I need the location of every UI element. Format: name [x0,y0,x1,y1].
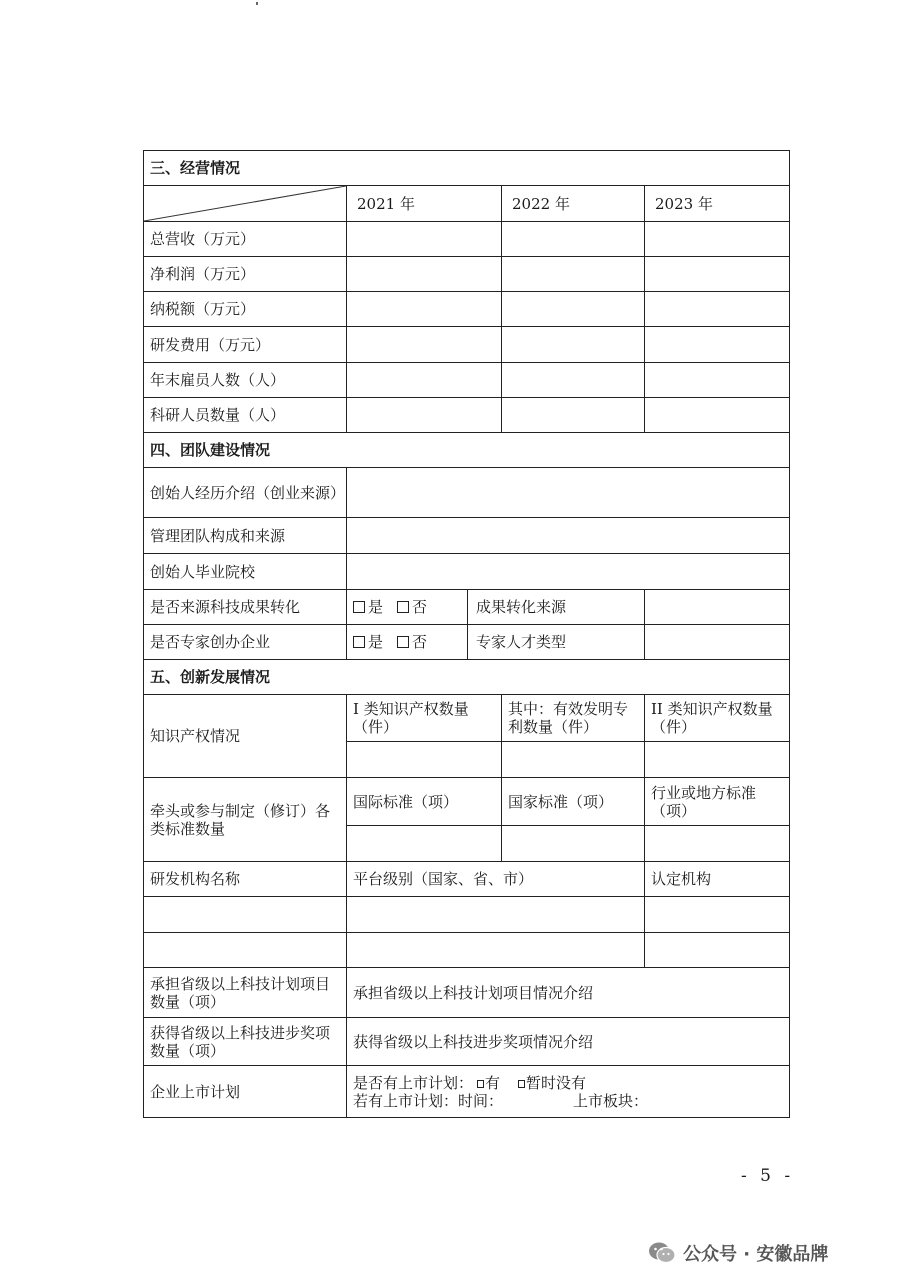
cell-rd-expense-2023[interactable] [645,327,790,363]
option-no-label: 否 [412,598,428,616]
cell-rd-expense-2022[interactable] [502,327,645,363]
option-yes-label: 是 [368,633,384,651]
checkbox-no[interactable] [397,636,409,648]
col-header-industry-standard: 行业或地方标准（项） [645,778,790,826]
expert-options [347,625,468,660]
section-title-team: 四、团队建设情况 [144,433,790,468]
diagonal-line [144,186,346,221]
cell-researchers-2023[interactable] [645,398,790,433]
field-cert-body[interactable] [645,897,790,933]
col-header-invention-patents: 其中：有效发明专利数量（件） [502,695,645,742]
section-title-operations: 三、经营情况 [144,151,790,186]
row-label-employees: 年末雇员人数（人） [144,363,347,398]
cell-researchers-2021[interactable] [347,398,502,433]
ipo-no-label: 暂时没有 [526,1073,587,1092]
field-founder-resume[interactable] [347,468,790,518]
ipo-plan-field [347,1066,790,1118]
option-yes-label: 是 [368,598,384,616]
cell-employees-2022[interactable] [502,363,645,398]
cell-net-profit-2022[interactable] [502,257,645,292]
label-expert-founded: 是否专家创办企业 [144,625,347,660]
col-header-ip-class2: II 类知识产权数量（件） [645,695,790,742]
label-standards: 牵头或参与制定（修订）各类标准数量 [144,778,347,862]
label-expert-type: 专家人才类型 [468,625,645,660]
ipo-yes-label: 有 [485,1073,501,1092]
col-header-ip-class1: I 类知识产权数量（件） [347,695,502,742]
field-expert-type[interactable] [645,625,790,660]
col-header-platform-level: 平台级别（国家、省、市） [347,862,645,897]
field-rd-name[interactable] [144,897,347,933]
ipo-question: 是否有上市计划： [353,1073,474,1092]
field-platform-level[interactable] [347,897,645,933]
cell-net-profit-2021[interactable] [347,257,502,292]
cell-revenue-2021[interactable] [347,222,502,257]
label-ip: 知识产权情况 [144,695,347,778]
label-project-intro: 承担省级以上科技计划项目情况介绍 [347,968,790,1018]
checkbox-yes[interactable] [353,636,365,648]
cell-tax-2023[interactable] [645,292,790,327]
field-founder-school[interactable] [347,554,790,590]
checkbox-no[interactable] [397,601,409,613]
field-platform-level[interactable] [347,933,645,968]
row-label-researchers: 科研人员数量（人） [144,398,347,433]
label-ipo-plan: 企业上市计划 [144,1066,347,1118]
ipo-board-label: 上市板块： [573,1091,649,1110]
label-project-count: 承担省级以上科技计划项目数量（项） [144,968,347,1018]
label-award-count: 获得省级以上科技进步奖项数量（项） [144,1018,347,1066]
tech-transfer-options [347,590,468,625]
label-award-intro: 获得省级以上科技进步奖项情况介绍 [347,1018,790,1066]
watermark [647,1238,828,1268]
label-transfer-source: 成果转化来源 [468,590,645,625]
label-founder-school: 创始人毕业院校 [144,554,347,590]
wechat-icon [647,1240,677,1266]
cell-revenue-2023[interactable] [645,222,790,257]
watermark-text: 公众号 · 安徽品牌 [683,1244,829,1265]
section-title-innovation: 五、创新发展情况 [144,660,790,695]
scan-dot [256,2,258,5]
checkbox-yes[interactable] [353,601,365,613]
cell-revenue-2022[interactable] [502,222,645,257]
col-header-cert-body: 认定机构 [645,862,790,897]
diagonal-header-cell [144,186,347,222]
col-header-intl-standard: 国际标准（项） [347,778,502,826]
checkbox-ipo-no[interactable] [518,1080,525,1088]
field-management-team[interactable] [347,518,790,554]
cell-tax-2022[interactable] [502,292,645,327]
year-header-2021: 2021 年 [347,186,502,222]
label-founder-resume: 创始人经历介绍（创业来源） [144,468,347,518]
cell-rd-expense-2021[interactable] [347,327,502,363]
row-label-net-profit: 净利润（万元） [144,257,347,292]
field-cert-body[interactable] [645,933,790,968]
cell-employees-2023[interactable] [645,363,790,398]
label-management-team: 管理团队构成和来源 [144,518,347,554]
cell-researchers-2022[interactable] [502,398,645,433]
page-number: - 5 - [741,1166,795,1186]
row-label-revenue: 总营收（万元） [144,222,347,257]
field-national-standard[interactable] [502,826,645,862]
field-rd-name[interactable] [144,933,347,968]
ipo-time-label: 若有上市计划：时间： [353,1091,504,1110]
checkbox-ipo-yes[interactable] [477,1080,484,1088]
field-invention-patents[interactable] [502,742,645,778]
field-industry-standard[interactable] [645,826,790,862]
field-intl-standard[interactable] [347,826,502,862]
row-label-tax: 纳税额（万元） [144,292,347,327]
col-header-national-standard: 国家标准（项） [502,778,645,826]
cell-employees-2021[interactable] [347,363,502,398]
year-header-2022: 2022 年 [502,186,645,222]
year-header-2023: 2023 年 [645,186,790,222]
cell-tax-2021[interactable] [347,292,502,327]
application-form-table [143,150,790,1118]
col-header-rd-name: 研发机构名称 [144,862,347,897]
field-ip-class2[interactable] [645,742,790,778]
cell-net-profit-2023[interactable] [645,257,790,292]
field-ip-class1[interactable] [347,742,502,778]
label-tech-transfer: 是否来源科技成果转化 [144,590,347,625]
row-label-rd-expense: 研发费用（万元） [144,327,347,363]
field-transfer-source[interactable] [645,590,790,625]
option-no-label: 否 [412,633,428,651]
